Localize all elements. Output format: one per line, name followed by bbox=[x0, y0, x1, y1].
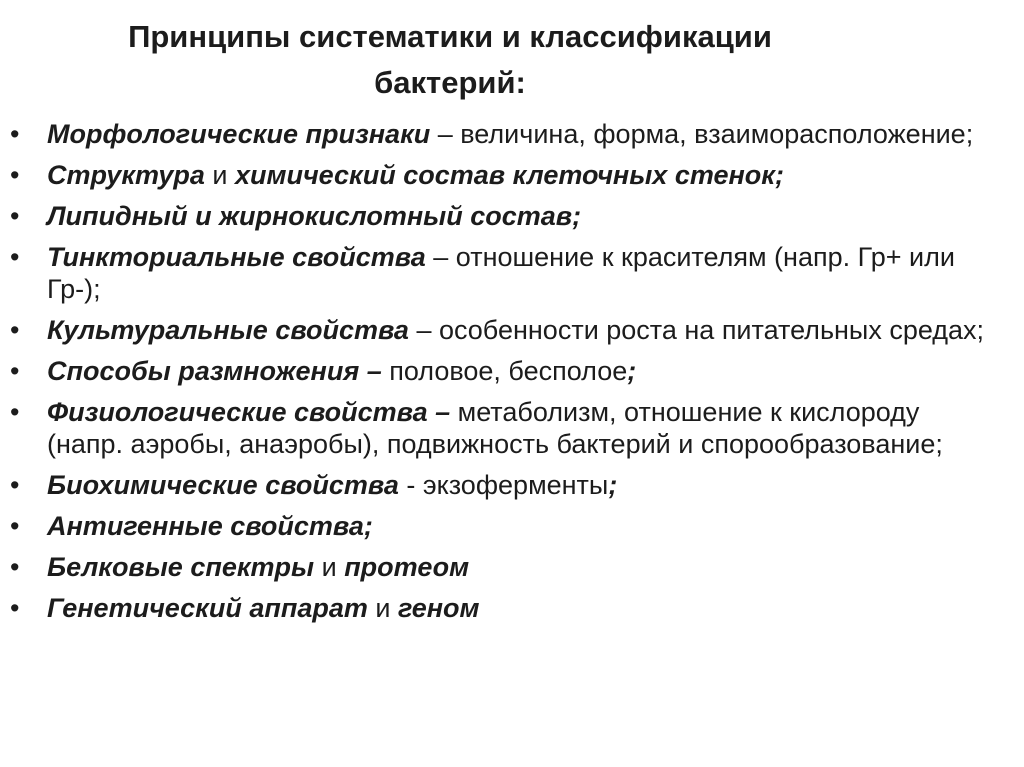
slide-title bbox=[60, 14, 840, 106]
bullet-icon: • bbox=[10, 470, 20, 500]
item-description: метаболизм, отношение к кислороду (напр. аэробы, анаэробы), подвижность бактерий и спорообразование; bbox=[47, 397, 943, 459]
list-item bbox=[0, 510, 1000, 542]
bullet-icon: • bbox=[10, 201, 20, 231]
item-description: - экзоферменты bbox=[398, 470, 609, 500]
item-description: и bbox=[367, 593, 398, 623]
title-line-2: бактерий: bbox=[374, 65, 526, 100]
item-term: Тинкториальные свойства bbox=[47, 242, 426, 272]
item-description: половое, бесполое bbox=[381, 356, 628, 386]
list-item bbox=[0, 469, 1000, 501]
principles-list bbox=[0, 118, 1000, 633]
list-item bbox=[0, 159, 1000, 191]
item-description: и bbox=[204, 160, 235, 190]
list-item bbox=[0, 314, 1000, 346]
item-term: Генетический аппарат bbox=[47, 593, 368, 623]
item-description: – особенности роста на питательных средах; bbox=[408, 315, 985, 345]
title-line-1: Принципы систематики и классификации bbox=[128, 19, 772, 54]
item-term: Антигенные свойства; bbox=[47, 511, 373, 541]
bullet-icon: • bbox=[10, 356, 20, 386]
item-term: Физиологические свойства – bbox=[47, 397, 451, 427]
bullet-icon: • bbox=[10, 397, 20, 427]
item-term: ; bbox=[608, 470, 618, 500]
item-term: Липидный и жирнокислотный состав; bbox=[47, 201, 582, 231]
bullet-icon: • bbox=[10, 552, 20, 582]
item-term: Биохимические свойства bbox=[47, 470, 399, 500]
bullet-icon: • bbox=[10, 315, 20, 345]
item-term: химический состав клеточных стенок; bbox=[234, 160, 784, 190]
bullet-icon: • bbox=[10, 511, 20, 541]
item-term: Культуральные свойства bbox=[47, 315, 409, 345]
list-item bbox=[0, 200, 1000, 232]
bullet-icon: • bbox=[10, 119, 20, 149]
item-term: Белковые спектры bbox=[47, 552, 315, 582]
item-term: протеом bbox=[344, 552, 470, 582]
list-item bbox=[0, 396, 1000, 460]
list-item bbox=[0, 592, 1000, 624]
list-item bbox=[0, 241, 1000, 305]
item-description: – величина, форма, взаиморасположение; bbox=[430, 119, 974, 149]
item-term: Способы размножения – bbox=[47, 356, 382, 386]
bullet-icon: • bbox=[10, 242, 20, 272]
bullet-icon: • bbox=[10, 160, 20, 190]
item-term: Морфологические признаки bbox=[47, 119, 431, 149]
item-term: ; bbox=[627, 356, 637, 386]
list-item bbox=[0, 118, 1000, 150]
item-term: Структура bbox=[47, 160, 205, 190]
list-item bbox=[0, 355, 1000, 387]
item-description: – отношение к красителям (напр. Гр+ или Гр-); bbox=[47, 242, 955, 304]
list-item bbox=[0, 551, 1000, 583]
item-description: и bbox=[314, 552, 345, 582]
bullet-icon: • bbox=[10, 593, 20, 623]
item-term: геном bbox=[397, 593, 480, 623]
